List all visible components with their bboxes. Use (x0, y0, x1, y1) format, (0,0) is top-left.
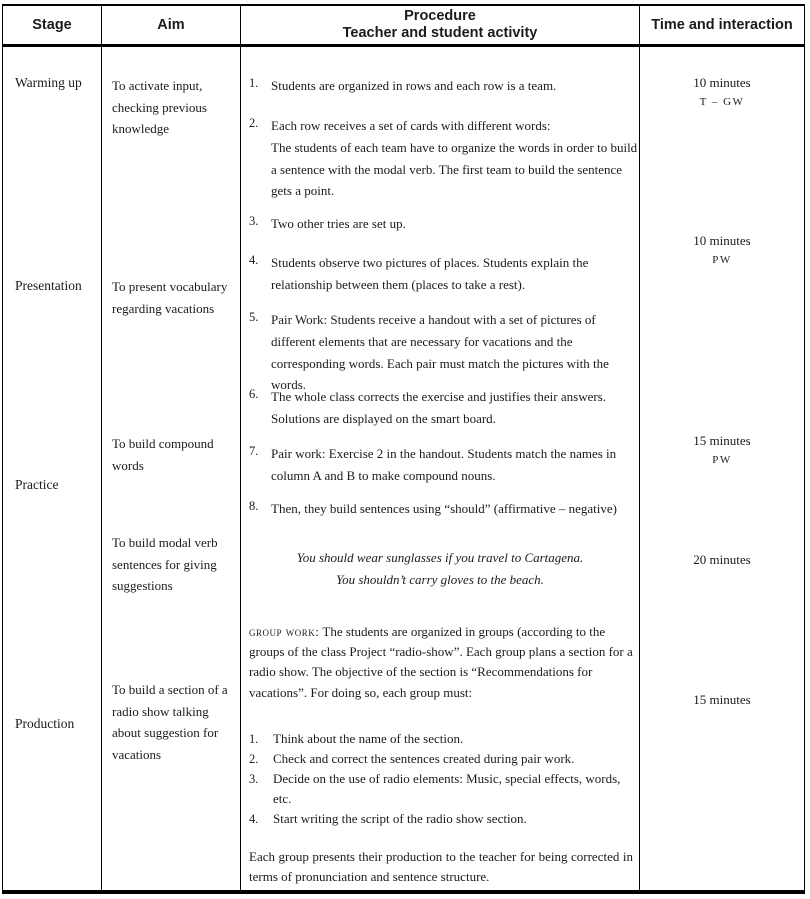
item-number: 4. (249, 253, 259, 267)
production-step-4 (249, 809, 631, 829)
time-entry-3 (640, 433, 804, 467)
group-work-text: The students are organized in groups (according to the groups of the class Project “radio-show”. Each group plans a section for a radio show. The objective of the section is “Recommendations for vacations”. For doing so, each group must: (249, 624, 633, 700)
stage-column (3, 47, 102, 890)
production-step-1 (249, 729, 631, 749)
time-entry-5 (640, 692, 804, 708)
header-cell-procedure (241, 6, 640, 44)
example-sentence-2: You shouldn’t carry gloves to the beach. (336, 572, 544, 587)
header-time-label: Time and interaction (651, 16, 793, 33)
procedure-item-5 (249, 309, 639, 396)
group-work-paragraph (249, 622, 633, 703)
example-sentence-1: You should wear sunglasses if you travel to Cartagena. (296, 550, 584, 565)
interaction-label: PW (712, 454, 732, 466)
header-aim-label: Aim (157, 16, 185, 33)
procedure-item-6 (249, 386, 639, 430)
aim-text-2: To present vocabulary regarding vacations (112, 279, 228, 316)
step-number: 4. (249, 812, 259, 826)
aim-text-1: To activate input, checking previous knowledge (112, 78, 207, 136)
closing-paragraph: Each group presents their production to the teacher for being corrected in terms of pronunciation and sentence structure. (249, 849, 633, 885)
time-entry-2 (640, 233, 804, 267)
header-procedure-label-line1: Procedure (404, 8, 476, 24)
step-text: Start writing the script of the radio show section. (273, 811, 527, 826)
time-column (640, 47, 804, 890)
header-cell-aim (102, 6, 241, 44)
item-text: Pair Work: Students receive a handout with a set of pictures of different elements that are necessary for vacations and the corresponding words. Each pair must match the pictures with the words. (271, 312, 609, 393)
step-text: Think about the name of the section. (273, 731, 464, 746)
item-number: 1. (249, 76, 259, 90)
item-number: 2. (249, 116, 259, 130)
item-text: The whole class corrects the exercise and justifies their answers. Solutions are displayed on the smart board. (271, 389, 606, 426)
group-work-label: group work: (249, 624, 320, 639)
time-label: 10 minutes (693, 233, 751, 248)
procedure-item-4 (249, 252, 639, 296)
procedure-item-8 (249, 498, 639, 520)
aim-text-5: To build a section of a radio show talking about suggestion for vacations (112, 682, 228, 762)
item-number: 5. (249, 310, 259, 324)
aim-column (102, 47, 241, 890)
step-text: Decide on the use of radio elements: Music, special effects, words, etc. (273, 771, 621, 806)
stage-label-warming-up: Warming up (15, 75, 82, 90)
stage-label-presentation: Presentation (15, 278, 82, 293)
step-number: 3. (249, 772, 259, 786)
item-text: Then, they build sentences using “should” (affirmative – negative) (271, 501, 617, 516)
step-text: Check and correct the sentences created during pair work. (273, 751, 575, 766)
time-label: 15 minutes (693, 433, 751, 448)
procedure-item-3 (249, 213, 639, 235)
header-procedure-label-line2: Teacher and student activity (342, 25, 538, 41)
production-step-3 (249, 769, 631, 809)
interaction-label: T – GW (699, 96, 745, 108)
item-text: Students observe two pictures of places. Students explain the relationship between them (places to take a rest). (271, 255, 589, 292)
production-step-2 (249, 749, 631, 769)
time-label: 15 minutes (693, 692, 751, 707)
header-cell-time (640, 6, 804, 44)
procedure-item-2 (249, 115, 639, 202)
item-number: 6. (249, 387, 259, 401)
interaction-label: PW (712, 254, 732, 266)
time-entry-4 (640, 552, 804, 568)
procedure-column (241, 47, 640, 890)
table-body-row (3, 47, 804, 890)
item-text-continued: The students of each team have to organize the words in order to build a sentence with the modal verb. The first team to build the sentence gets a point. (271, 139, 638, 199)
step-number: 2. (249, 752, 259, 766)
header-stage-label: Stage (32, 16, 72, 33)
item-text: Pair work: Exercise 2 in the handout. Students match the names in column A and B to make compound nouns. (271, 446, 617, 483)
item-number: 7. (249, 444, 259, 458)
stage-label-practice: Practice (15, 477, 59, 492)
step-number: 1. (249, 732, 259, 746)
procedure-item-1 (249, 75, 639, 97)
procedure-item-7 (249, 443, 639, 487)
table-header-row (3, 6, 804, 47)
stage-label-production: Production (15, 716, 75, 731)
time-entry-1 (640, 75, 804, 109)
time-label: 10 minutes (693, 75, 751, 90)
header-cell-stage (3, 6, 102, 44)
production-steps-list (249, 729, 631, 829)
item-text: Each row receives a set of cards with different words: (271, 118, 551, 133)
aim-text-3: To build compound words (112, 436, 214, 473)
time-label: 20 minutes (693, 552, 751, 567)
item-text: Two other tries are set up. (271, 216, 406, 231)
item-number: 8. (249, 499, 259, 513)
item-text: Students are organized in rows and each row is a team. (271, 78, 557, 93)
example-sentences (241, 547, 639, 591)
aim-text-4: To build modal verb sentences for giving suggestions (112, 535, 218, 593)
item-number: 3. (249, 214, 259, 228)
lesson-plan-table (2, 4, 805, 894)
